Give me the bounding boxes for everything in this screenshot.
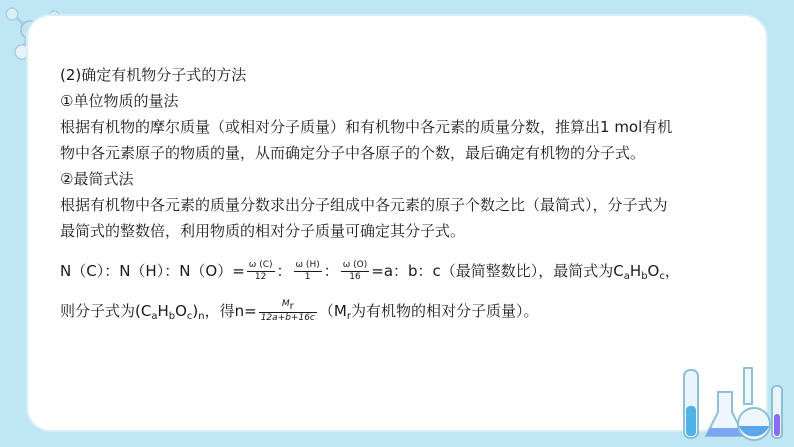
method1-title: ①单位物质的量法 [60, 92, 179, 110]
ratio-lhs: N（C）：N（H）：N（O）= [60, 262, 245, 280]
fraction-hydrogen: $\frac{\omega (H)}{1}$ [295, 260, 320, 282]
section-heading: (2)确定有机物分子式的方法 [60, 66, 247, 84]
method2-line-2: 最简式的整数倍，利用物质的相对分子质量可确定其分子式。 [60, 222, 466, 240]
ratio-rhs: =a：b：c（最简整数比），最简式为C [371, 262, 624, 280]
formula-ratio: N（C）：N（H）：N（O）= $\frac{\omega (C)}{12}$ ： $\frac{\omega (H)}{1}$ ： $\frac{\omega (O)}{16}$ =a：b：c（最简整数比），最简式为$C_aH_bO_c$， [60, 260, 680, 282]
ratio-sep-2: ： [323, 262, 339, 280]
fraction-carbon: $\frac{\omega (C)}{12}$ [248, 260, 273, 282]
method2-title: ②最简式法 [60, 170, 134, 188]
content-body [60, 62, 760, 324]
method2-line-1: 根据有机物中各元素的质量分数求出分子组成中各元素的原子个数之比（最简式），分子式为 [60, 196, 668, 214]
fraction-n: $\frac{Mr}{12a+b+16c}$ [260, 299, 315, 323]
formula-molecular: 则分子式为$(C_aH_bO_c)_n$，得n= $\frac{Mr}{12a+b+16c}$ （$M_r$为有机物的相对分子质量）。 [60, 299, 539, 323]
fraction-oxygen: $\frac{\omega (O)}{16}$ [342, 260, 368, 282]
lab-flasks-icon [672, 362, 790, 442]
method1-line-1: 根据有机物的摩尔质量（或相对分子质量）和有机物中各元素的质量分数，推算出1 mol有机 [60, 118, 673, 136]
ratio-sep-1: ： [276, 262, 292, 280]
method1-line-2: 物中各元素原子的物质的量，从而确定分子中各原子的个数，最后确定有机物的分子式。 [60, 144, 646, 162]
